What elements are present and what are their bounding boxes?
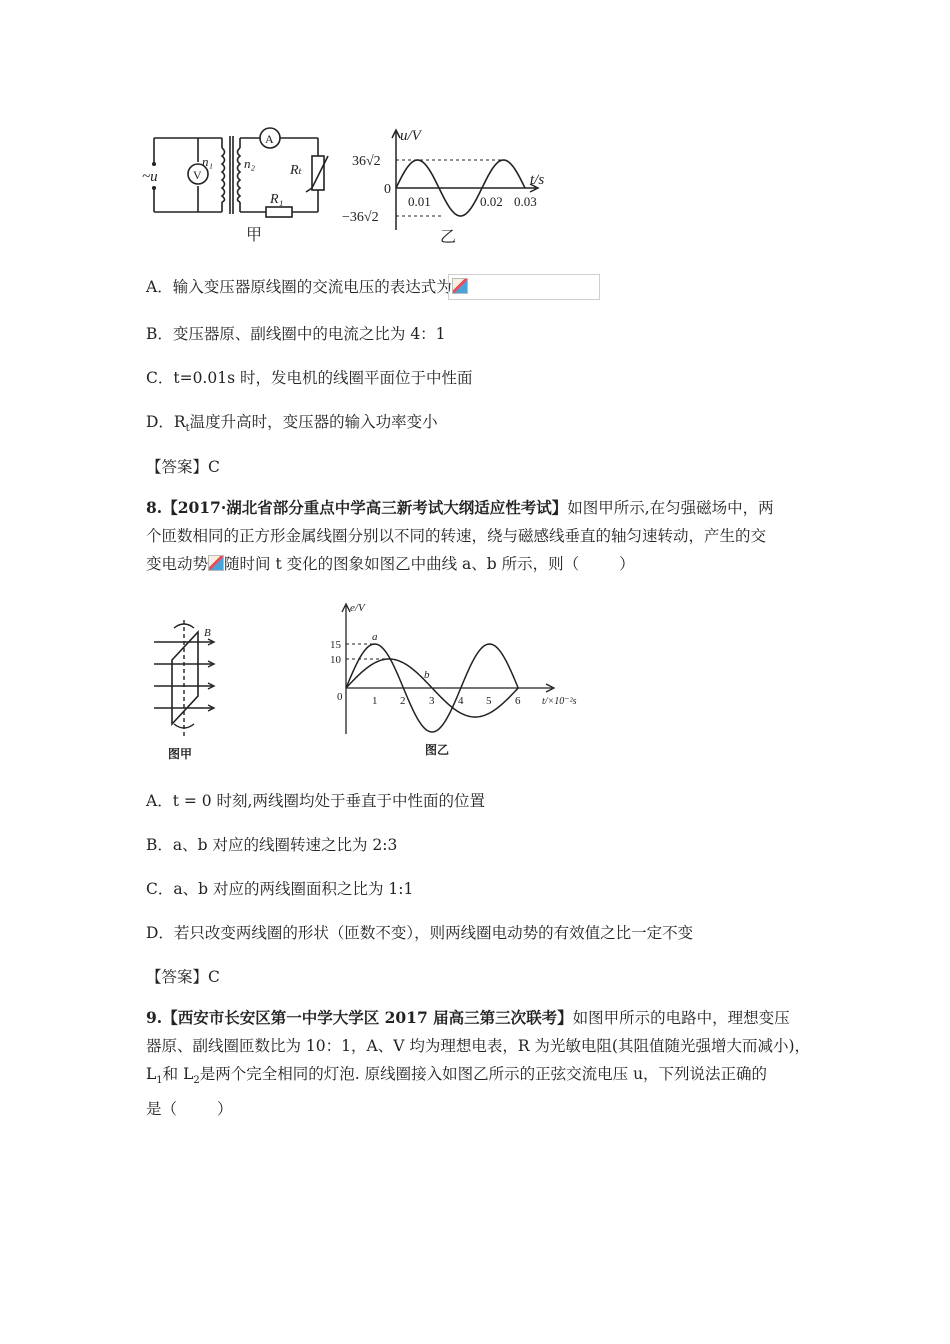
q8-number: 8.: [146, 498, 163, 517]
q8-line-3: [146, 550, 826, 578]
y-axis-label: e/V: [350, 602, 365, 614]
coil-caption: 图甲: [168, 747, 193, 761]
primary-turns-label: n₁: [202, 154, 214, 169]
y-axis-label: u/V: [400, 128, 421, 144]
q8-line-3-b: 随时间 t 变化的图象如图乙中曲线 a、b 所示，则（: [224, 555, 580, 573]
x-tick-label: 1: [372, 695, 378, 707]
x-tick-label: 0.02: [480, 194, 503, 209]
emf-graph-figure: [320, 594, 580, 764]
q8-line-2: 个匝数相同的正方形金属线圈分别以不同的转速，绕与磁感线垂直的轴匀速转动，产生的交: [146, 527, 767, 545]
q8-question: [146, 494, 826, 578]
q9-source: 【西安市长安区第一中学大学区 2017 届高三第三次联考】: [162, 1008, 573, 1027]
x-tick-label: 2: [400, 695, 406, 707]
x-tick-label: 5: [486, 695, 492, 707]
rotating-coil-diagram: [146, 612, 226, 762]
voltage-sine-graph: [340, 126, 560, 246]
x-tick-label: 6: [515, 695, 521, 707]
q8-source: 【2017·湖北省部分重点中学高三新考试大纲适应性考试】: [162, 498, 568, 517]
q7-option-d: [146, 411, 438, 440]
voltage-graph-figure: [340, 126, 560, 246]
source-label: ~u: [142, 169, 158, 185]
q7-answer: 【答案】C: [146, 458, 220, 476]
q8-option-b: B．a、b 对应的线圈转速之比为 2:3: [146, 836, 398, 854]
voltmeter-label: V: [193, 168, 202, 182]
q8-answer: 【答案】C: [146, 968, 220, 986]
q8-line-1-rest: 如图甲所示,在匀强磁场中，两: [567, 499, 774, 517]
q9-line-3-rest: 是两个完全相同的灯泡. 原线圈接入如图乙所示的正弦交流电压 u，下列说法正确的: [199, 1065, 768, 1083]
q8-line-3-a: 变电动势: [146, 555, 209, 573]
q9-l2-sub: 2: [193, 1075, 200, 1087]
q9-line-4-a: 是（: [146, 1100, 178, 1119]
q9-line-1: [146, 1004, 826, 1032]
resistor-label: R₁: [270, 192, 284, 207]
y-max-label: 36√2: [352, 154, 381, 169]
q8-line-3-c: ）: [619, 555, 635, 573]
x-tick-label: 4: [458, 695, 464, 707]
x-axis-label: t/×10⁻²s: [542, 696, 577, 707]
rotating-coil-figure: [146, 612, 226, 762]
circuit-caption: 甲: [246, 227, 263, 244]
y-zero-label: 0: [384, 182, 391, 197]
formula-image-frame: [448, 274, 600, 300]
transformer-circuit-figure: [140, 126, 350, 246]
thermistor-label: Rₜ: [290, 163, 303, 178]
q9-line-2: 器原、副线圈匝数比为 10：1，A、V 均为理想电表，R 为光敏电阻(其阻值随光强增大而减小)，: [146, 1037, 811, 1055]
emf-sine-graph: [320, 594, 580, 764]
x-tick-label: 3: [429, 695, 435, 707]
y-tick-label: 10: [330, 654, 341, 666]
q9-number: 9.: [146, 1008, 163, 1027]
curve-b-label: b: [424, 669, 430, 681]
q8-option-a: A．t = 0 时刻,两线圈均处于垂直于中性面的位置: [146, 792, 485, 810]
q9-line-4: [146, 1095, 826, 1123]
q8-option-c: C．a、b 对应的两线圈面积之比为 1:1: [146, 880, 414, 898]
q8-option-d: D．若只改变两线圈的形状（匝数不变），则两线圈电动势的有效值之比一定不变: [146, 924, 694, 942]
q9-line-3: [146, 1060, 826, 1095]
graph-caption: 乙: [440, 229, 457, 246]
q9-line-1-rest: 如图甲所示的电路中，理想变压: [572, 1009, 790, 1027]
y-min-label: −36√2: [342, 210, 379, 225]
q9-question: [146, 1004, 826, 1123]
x-tick-label: 0.03: [514, 194, 537, 209]
x-tick-label: 0.01: [408, 194, 431, 209]
q7-option-d-prefix: D．R: [146, 413, 186, 431]
x-axis-label: t/s: [530, 172, 545, 188]
q7-option-d-rest: 温度升高时，变压器的输入功率变小: [189, 413, 438, 431]
transformer-circuit-diagram: [140, 126, 350, 246]
graph-caption: 图乙: [425, 743, 450, 757]
broken-image-icon: [208, 555, 224, 571]
q7-option-a-text: A．输入变压器原线圈的交流电压的表达式为: [146, 278, 452, 296]
ammeter-label: A: [265, 132, 274, 146]
q7-option-a: [146, 274, 600, 300]
magnetic-field-label: B: [204, 627, 211, 639]
q7-option-d-sub: t: [185, 423, 190, 435]
q7-option-c: C．t=0.01s 时，发电机的线圈平面位于中性面: [146, 369, 473, 387]
q9-l1: L: [146, 1065, 157, 1083]
y-tick-label: 15: [330, 639, 341, 651]
q9-line-4-b: ）: [217, 1100, 233, 1119]
curve-a-label: a: [372, 631, 378, 643]
origin-label: 0: [337, 691, 343, 703]
q9-l1-sub: 1: [156, 1075, 163, 1087]
q7-option-b: B．变压器原、副线圈中的电流之比为 4：1: [146, 325, 446, 343]
secondary-turns-label: n₂: [244, 156, 256, 171]
q8-line-1: [146, 494, 826, 522]
q9-l2: 和 L: [162, 1065, 194, 1083]
